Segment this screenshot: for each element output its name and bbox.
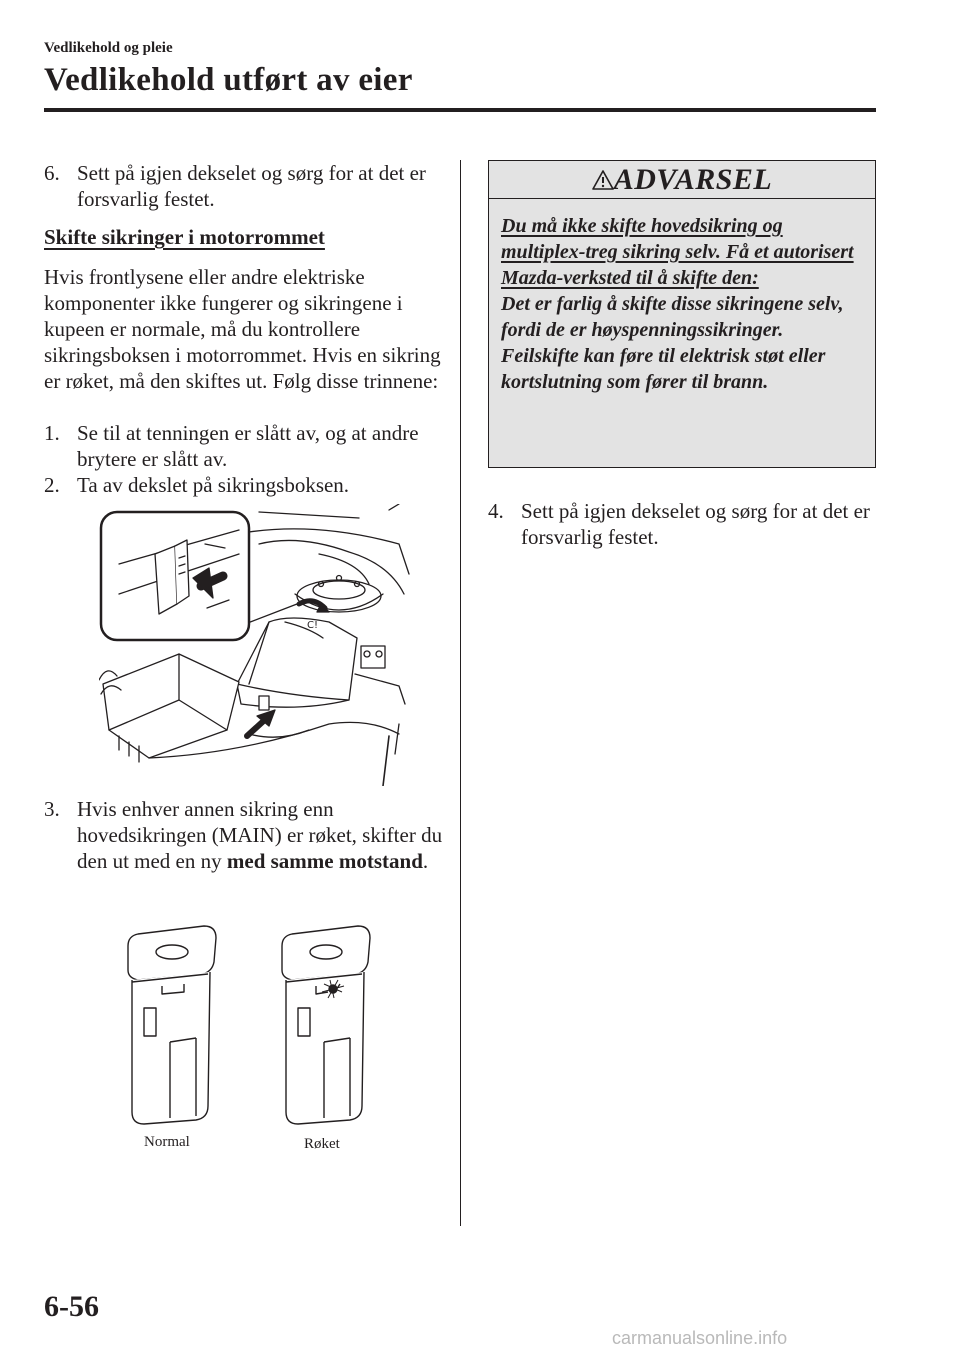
header-rule	[44, 108, 876, 112]
chapter-title: Vedlikehold utført av eier	[44, 62, 413, 98]
step-number: 1.	[44, 421, 60, 445]
blown-fuse-label: Røket	[304, 1136, 340, 1152]
sub-heading: Skifte sikringer i motorrommet	[44, 225, 325, 249]
fuse-comparison-illustration	[124, 922, 384, 1152]
step-number: 4.	[488, 499, 504, 523]
section-label: Vedlikehold og pleie	[44, 40, 173, 56]
step-6	[44, 160, 444, 212]
step-text: Sett på igjen dekselet og sørg for at det er forsvarlig festet.	[77, 161, 426, 211]
step-text: Se til at tenningen er slått av, og at andre brytere er slått av.	[77, 421, 419, 471]
engine-fuse-box-illustration	[99, 504, 413, 786]
normal-fuse-label: Normal	[144, 1134, 190, 1150]
svg-text:C!: C!	[307, 620, 318, 631]
warning-triangle-icon	[592, 169, 614, 191]
step-text	[77, 796, 444, 874]
intro-paragraph: Hvis frontlysene eller andre elektriske komponenter ikke fungerer og sikringene i kupeen er normale, må du kontrollere sikringsboksen i motorrommet. Hvis en sikring er røket, må den skiftes ut. Følg disse trinnene:	[44, 265, 441, 393]
step-number: 2.	[44, 473, 60, 497]
step-text-part: Hvis enhver annen sikring enn hovedsikringen (MAIN) er røket, skifter du den ut med en ny	[77, 797, 443, 873]
blown-fuse-graphic	[282, 926, 370, 1124]
step-text: Ta av dekslet på sikringsboksen.	[77, 473, 350, 497]
column-divider	[460, 160, 461, 1226]
step-3	[44, 796, 444, 874]
step-number: 6.	[44, 161, 60, 185]
step-number: 3.	[44, 797, 60, 821]
left-column	[44, 160, 444, 1152]
normal-fuse-graphic	[128, 926, 216, 1124]
page-number: 6-56	[44, 1290, 99, 1323]
right-column	[488, 160, 876, 550]
watermark: carmanualsonline.info	[612, 1328, 788, 1348]
step-text-bold: med samme motstand	[226, 849, 423, 873]
step-2	[44, 472, 444, 498]
step-text: Sett på igjen dekselet og sørg for at det er forsvarlig festet.	[521, 499, 870, 549]
warning-header	[489, 161, 875, 199]
warning-text: Det er farlig å skifte disse sikringene selv, fordi de er høyspenningssikringer. Feilskifte kan føre til elektrisk støt eller kortslutning som fører til brann.	[501, 293, 844, 393]
step-text-end: .	[422, 849, 429, 873]
warning-title: ADVARSEL	[613, 162, 773, 196]
warning-box	[488, 160, 876, 468]
warning-body	[489, 199, 875, 395]
step-4	[488, 498, 876, 550]
warning-lead: Du må ikke skifte hovedsikring og multiplex-treg sikring selv. Få et autorisert Mazda-verksted til å skifte den:	[501, 215, 854, 289]
step-1	[44, 420, 444, 472]
